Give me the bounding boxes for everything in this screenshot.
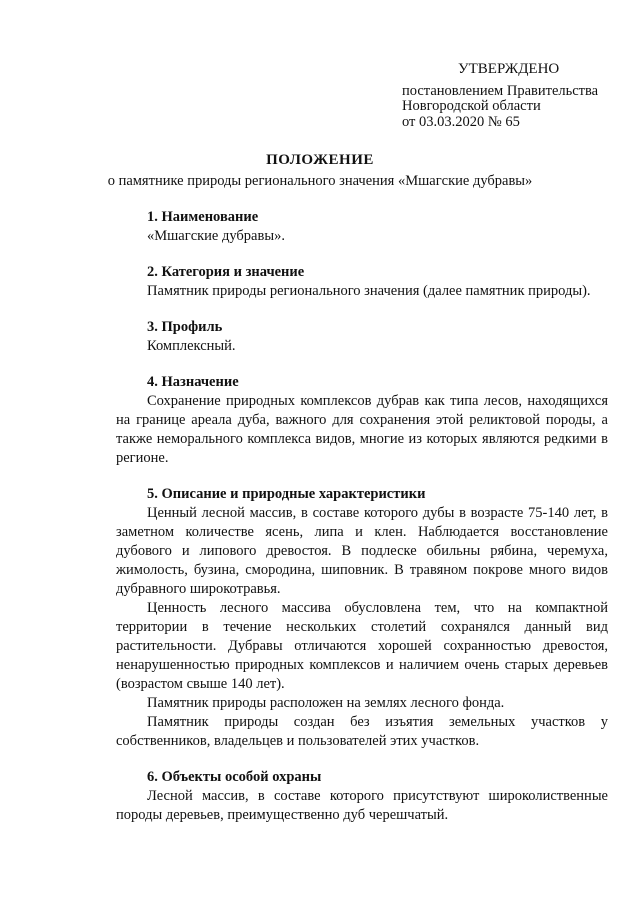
paragraph: Сохранение природных комплексов дубрав как типа лесов, находящихся на границе ареала дуба, важного для сохранения этой реликтовой породы, а также неморального комплекса видов, многие из которых являются редкими в регионе. xyxy=(116,393,608,466)
approval-title: УТВЕРЖДЕНО xyxy=(458,61,560,77)
document-title: ПОЛОЖЕНИЕ xyxy=(266,152,374,168)
section-heading: 3. Профиль xyxy=(147,319,223,335)
approval-line-2: Новгородской области xyxy=(402,98,541,114)
document-body xyxy=(116,208,608,842)
section-heading: 2. Категория и значение xyxy=(147,264,305,280)
approval-block xyxy=(402,62,632,130)
section-profile xyxy=(116,318,608,356)
section-description xyxy=(116,485,608,751)
paragraph: Лесной массив, в составе которого присутствуют широколиственные породы деревьев, преимущественно дуб черешчатый. xyxy=(116,788,608,823)
section-name xyxy=(116,208,608,246)
paragraph: Памятник природы расположен на землях лесного фонда. xyxy=(147,695,505,711)
paragraph: Ценный лесной массив, в составе которого дубы в возрасте 75-140 лет, в заметном количестве ясень, липа и клен. Наблюдается восстановление дубового и липового древостоя. В подлеске обильны рябина, черемуха, жимолость, бузина, смородина, шиповник. В травяном покрове много видов дубравного широкотравья. xyxy=(116,505,608,597)
approval-line-1: постановлением Правительства xyxy=(402,82,599,99)
paragraph: Ценность лесного массива обусловлена тем, что на компактной территории в течение нескольких столетий сохранялся данный вид растительности. Дубравы отличаются хорошей сохранностью древостоя, ненарушенностью природных комплексов и наличием очень старых деревьев (возрастом свыше 140 лет). xyxy=(116,600,608,692)
section-heading: 1. Наименование xyxy=(147,209,259,225)
paragraph: Памятник природы регионального значения (далее памятник природы). xyxy=(147,283,591,299)
document-subtitle: о памятнике природы регионального значения «Мшагские дубравы» xyxy=(107,173,533,189)
section-purpose xyxy=(116,373,608,468)
section-protected-objects xyxy=(116,768,608,825)
paragraph: Комплексный. xyxy=(147,338,236,354)
section-heading: 5. Описание и природные характеристики xyxy=(147,486,426,502)
paragraph: «Мшагские дубравы». xyxy=(147,228,285,244)
paragraph: Памятник природы создан без изъятия земельных участков у собственников, владельцев и пользователей этих участков. xyxy=(116,714,608,749)
approval-line-3: от 03.03.2020 № 65 xyxy=(402,113,520,130)
section-heading: 4. Назначение xyxy=(147,374,239,390)
section-category xyxy=(116,263,608,301)
section-heading: 6. Объекты особой охраны xyxy=(147,769,322,785)
